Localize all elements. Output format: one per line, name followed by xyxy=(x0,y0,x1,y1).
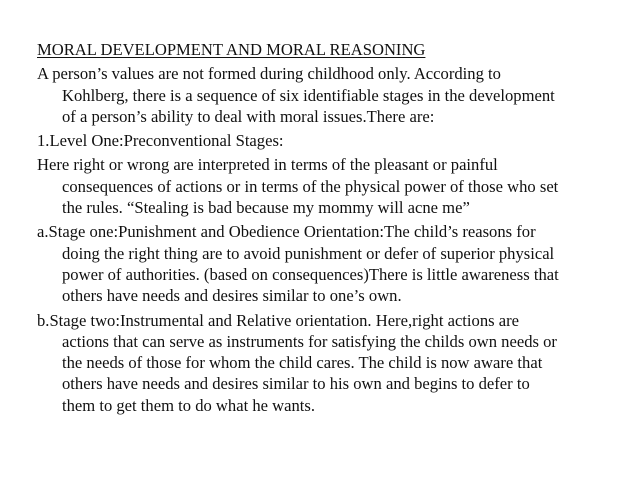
paragraph-level-one xyxy=(37,130,633,151)
paragraph-line: consequences of actions or in terms of the physical power of those who set xyxy=(62,176,559,196)
paragraph-line: others have needs and desires similar to one’s own. xyxy=(62,286,402,306)
paragraph-line: the needs of those for whom the child cares. The child is now aware that xyxy=(62,353,543,373)
paragraph-stage-two xyxy=(37,310,633,416)
paragraph-line: the rules. “Stealing is bad because my mommy will acne me” xyxy=(62,198,470,218)
paragraph-line: of a person’s ability to deal with moral issues.There are: xyxy=(62,106,435,126)
paragraph-line: them to get them to do what he wants. xyxy=(62,395,316,415)
paragraph-line: A person’s values are not formed during childhood only. According to xyxy=(37,64,501,84)
paragraph-line: 1.Level One:Preconventional Stages: xyxy=(37,131,284,151)
paragraph-intro xyxy=(37,63,633,127)
paragraph-line: doing the right thing are to avoid punishment or defer of superior physical xyxy=(62,243,555,263)
document-heading: MORAL DEVELOPMENT AND MORAL REASONING xyxy=(37,40,426,59)
paragraph-right-wrong xyxy=(37,154,633,218)
paragraph-line: b.Stage two:Instrumental and Relative orientation. Here,right actions are xyxy=(37,310,519,330)
document-body xyxy=(37,39,633,419)
paragraph-line: actions that can serve as instruments for satisfying the childs own needs or xyxy=(62,331,557,351)
paragraph-line: Here right or wrong are interpreted in terms of the pleasant or painful xyxy=(37,155,498,175)
paragraph-line: a.Stage one:Punishment and Obedience Orientation:The child’s reasons for xyxy=(37,222,536,242)
paragraph-line: others have needs and desires similar to his own and begins to defer to xyxy=(62,374,530,394)
paragraph-stage-one xyxy=(37,221,633,306)
paragraph-line: power of authorities. (based on consequences)There is little awareness that xyxy=(62,264,559,284)
paragraph-line: Kohlberg, there is a sequence of six identifiable stages in the development xyxy=(62,85,555,105)
